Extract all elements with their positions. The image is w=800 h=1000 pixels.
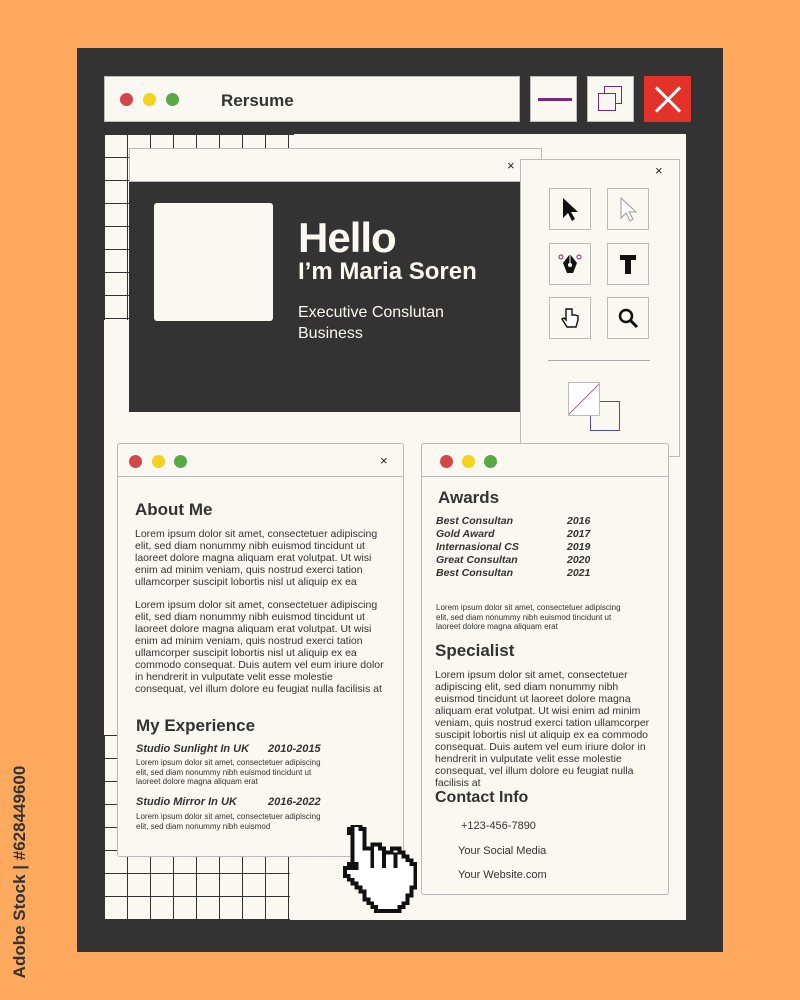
close-dot[interactable] [440,455,453,468]
experience-desc: Lorem ipsum dolor sit amet, consectetuer adipiscing elit, sed diam nonummy nibh euismod [136,812,321,831]
hero-close-icon[interactable]: × [507,158,515,173]
contact-heading: Contact Info [435,789,529,806]
close-dot[interactable] [120,93,133,106]
about-paragraph-2: Lorem ipsum dolor sit amet, consectetuer adipiscing elit, sed diam nonummy nibh euismod tincidunt ut laoreet dolore magna aliquam erat volutpat. Ut wisi enim ad minim veniam, quis nostrud exerci tation ullamcorper suscipit lobortis nisl ut aliquip ex ea commodo consequat. Duis autem vel eum iriure dolor in hendrerit in vulputate velit esse molestie consequat, vel illum dolore eu feugiat nulla facilisis at [135,599,384,695]
pen-tool-icon [557,251,583,277]
minimize-dot[interactable] [462,455,475,468]
tools-divider [548,360,650,361]
window-titlebar[interactable] [104,76,520,122]
color-swatch-icon[interactable] [566,382,622,434]
pixel-hand-cursor-icon [340,825,424,915]
tools-close-icon[interactable]: × [655,163,663,178]
awards-list [436,515,596,580]
minimize-dot[interactable] [152,455,165,468]
direct-select-tool-button[interactable] [607,188,649,230]
close-dot[interactable] [129,455,142,468]
contact-website[interactable]: Your Website.com [458,869,547,881]
about-panel-titlebar [118,444,403,477]
hero-window-titlebar [129,148,542,182]
award-name: Internasional CS [436,541,519,553]
award-year: 2021 [567,567,591,579]
specialist-paragraph: Lorem ipsum dolor sit amet, consectetuer adipiscing elit, sed diam nonummy nibh euismod tincidunt ut laoreet dolore magna aliquam erat volutpat. Ut wisi enim ad minim veniam, quis nostrud exerci tation ullamcorper suscipit lobortis nisl ut aliquip ex ea commodo consequat. Duis autem vel eum iriure dolor in hendrerit in vulputate velit esse molestie consequat, vel illum dolore eu feugiat nulla facilisis at [435,669,650,789]
hand-tool-button[interactable] [549,297,591,339]
outline-cursor-icon [615,196,641,222]
awards-desc: Lorem ipsum dolor sit amet, consectetuer adipiscing elit, sed diam nonummy nibh euismod tincidunt ut laoreet dolore magna aliquam erat [436,603,621,631]
experience-title: Studio Sunlight In UK [136,743,250,755]
hero-role-line2: Business [298,325,363,342]
window-title: Rersume [221,91,294,110]
hero-role-line1: Executive Conslutan [298,304,444,321]
hero-name: I’m Maria Soren [298,258,477,285]
maximize-dot[interactable] [174,455,187,468]
pen-tool-button[interactable] [549,243,591,285]
hand-tool-icon [557,305,583,331]
experience-years: 2010-2015 [268,743,321,755]
award-row [436,541,596,554]
text-tool-icon [615,251,641,277]
zoom-tool-icon [615,305,641,331]
minimize-button[interactable] [530,76,577,122]
award-name: Best Consultan [436,567,514,579]
award-row [436,528,596,541]
minimize-dot[interactable] [143,93,156,106]
contact-phone: +123-456-7890 [461,820,536,832]
experience-years: 2016-2022 [268,796,321,808]
watermark-text: Adobe Stock | #628449600 [10,765,29,979]
experience-desc: Lorem ipsum dolor sit amet, consectetuer adipiscing elit, sed diam nonummy nibh euismod tincidunt ut laoreet dolore magna aliquam erat [136,758,321,786]
award-year: 2016 [567,515,591,527]
details-panel-titlebar [422,444,668,477]
award-name: Great Consultan [436,554,518,566]
award-name: Best Consultan [436,515,514,527]
hero-role [298,302,498,344]
award-name: Gold Award [436,528,495,540]
profile-photo-placeholder [154,203,273,321]
about-paragraph-1: Lorem ipsum dolor sit amet, consectetuer adipiscing elit, sed diam nonummy nibh euismod tincidunt ut laoreet dolore magna aliquam erat volutpat. Ut wisi enim ad minim veniam, quis nostrud exerci tation ullamcorper suscipit lobortis nisl ut aliquip ex ea [135,528,378,588]
select-tool-button[interactable] [549,188,591,230]
award-row [436,515,596,528]
awards-heading: Awards [438,488,500,507]
specialist-heading: Specialist [435,641,515,660]
award-year: 2020 [567,554,591,566]
about-close-icon[interactable]: × [380,453,388,468]
arrow-cursor-icon [557,196,583,222]
contact-social[interactable]: Your Social Media [458,845,547,857]
stock-watermark [4,756,36,988]
award-year: 2017 [567,528,591,540]
restore-button[interactable] [587,76,634,122]
award-row [436,567,596,580]
about-heading: About Me [135,500,213,519]
experience-heading: My Experience [136,716,256,735]
minimize-icon [538,98,572,101]
zoom-tool-button[interactable] [607,297,649,339]
text-tool-button[interactable] [607,243,649,285]
award-row [436,554,596,567]
hero-hello: Hello [298,214,396,261]
experience-title: Studio Mirror In UK [136,796,237,808]
close-button[interactable] [644,76,691,122]
maximize-dot[interactable] [166,93,179,106]
award-year: 2019 [567,541,591,553]
maximize-dot[interactable] [484,455,497,468]
